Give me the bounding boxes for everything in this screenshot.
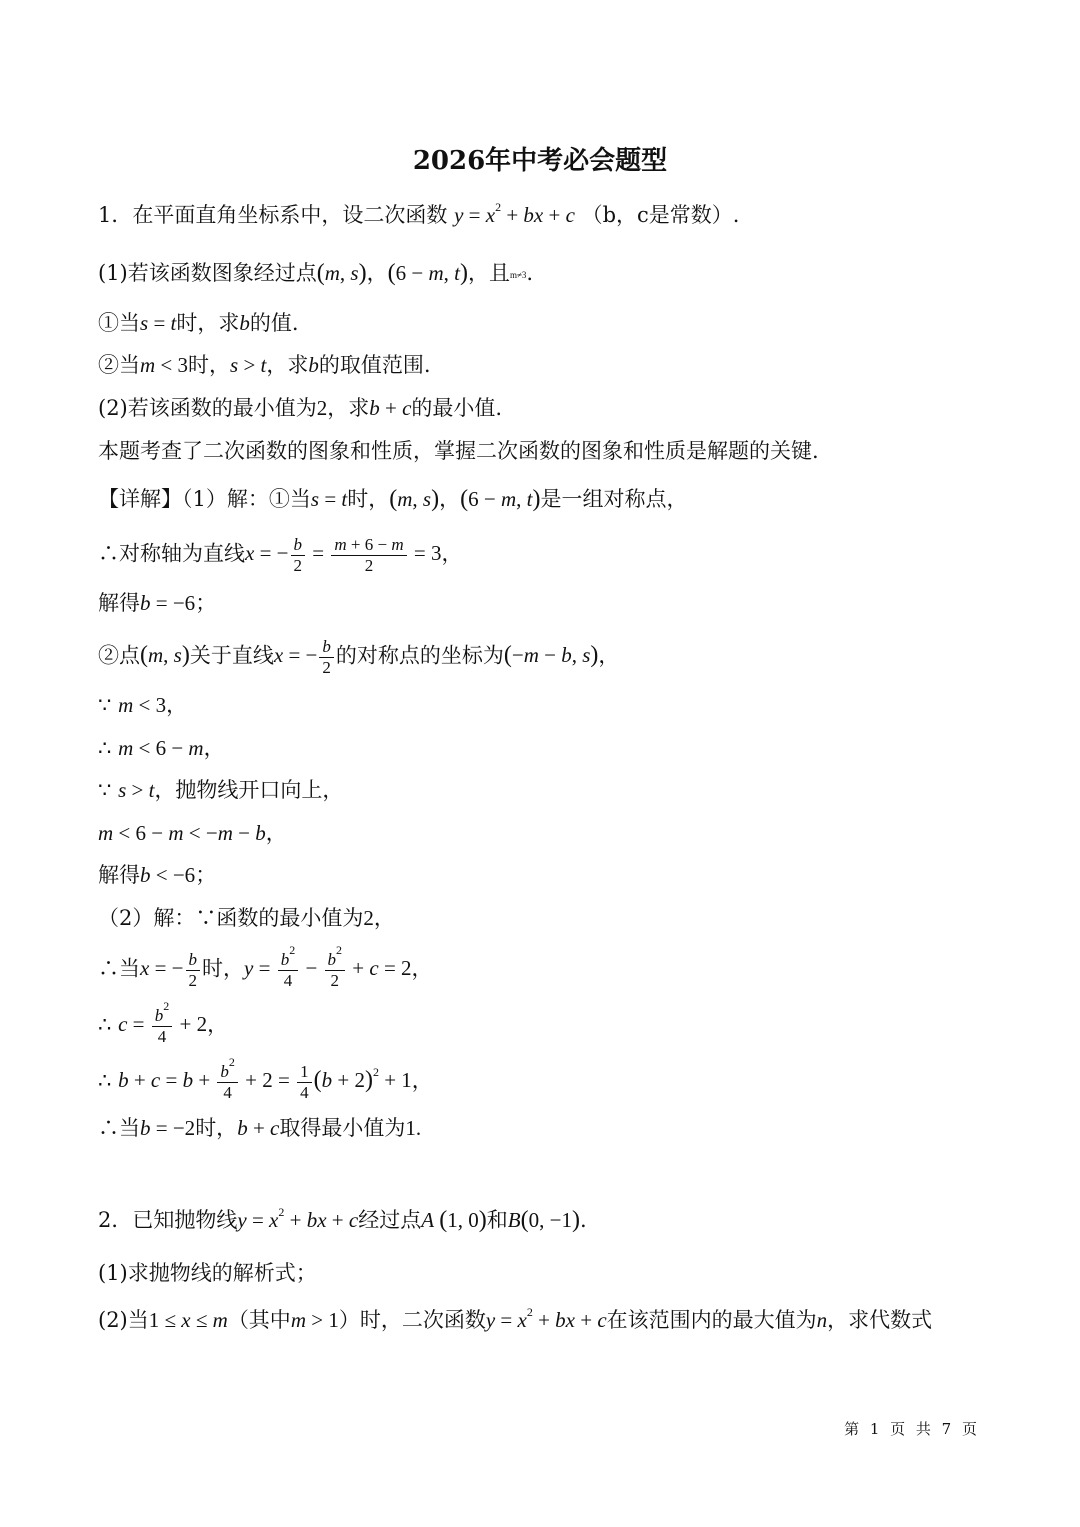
- page-footer: 第 1 页 共 7 页: [844, 1420, 980, 1438]
- q1-final-when: ∴当: [98, 1116, 140, 1140]
- q2-number: 2．: [98, 1208, 133, 1232]
- q1-because2: ∵ s > t，抛物线开口向上，: [98, 778, 344, 802]
- q1-sym-a: ②点: [98, 643, 140, 668]
- q1-detail-head-a: 【详解】（1）解：①当: [98, 487, 311, 511]
- q1-final-val: 1.: [405, 1116, 422, 1140]
- q1-because1: ∵ m < 3，: [98, 693, 188, 717]
- q1-sub1-b: 时，求: [176, 311, 240, 335]
- therefore-symbol: ∴: [98, 736, 112, 760]
- q1-sub1-a: ①当: [98, 311, 140, 335]
- q1-shi: 时，: [202, 956, 245, 981]
- q1-when-line: ∴当x = − $\frac{b}{2}$ 时，y = $\frac{b^2}{4}$ − $\frac{b^2}{2}$ + c = 2，: [98, 943, 433, 990]
- q1-stem: 1．在平面直角坐标系中，设二次函数 $y = x^2$ + bx + c （b，c是常数）.: [98, 200, 740, 227]
- q1-analysis: 本题考查了二次函数的图象和性质，掌握二次函数的图象和性质是解题的关键.: [98, 439, 819, 463]
- q1-sym-c: 的对称点的坐标为: [335, 643, 504, 668]
- q1-sym-line: ②点(m, s)关于直线x = − $\frac{b}{2}$ 的对称点的坐标为(−m − b, s)，: [98, 637, 620, 677]
- q1-part2-val: 2: [316, 396, 328, 420]
- q1-detail-b: 是一组对称点，: [540, 487, 688, 511]
- q1-solve1-label: 解得: [98, 591, 140, 615]
- q2-stem-b: 经过点: [358, 1208, 422, 1232]
- q1-final-shi: 时，: [195, 1116, 238, 1140]
- q1-part2: (2)若该函数的最小值为2，求b + c的最小值.: [98, 396, 503, 420]
- q1-sub2-b: 时，: [188, 353, 231, 377]
- q1-inequality: m < 6 − m < −m − b，: [98, 821, 287, 845]
- q1-sub2: ②当m < 3时，s > t，求b的取值范围.: [98, 353, 431, 377]
- therefore-symbol: ∴: [98, 1012, 112, 1037]
- q1-up-text: ，抛物线开口向上，: [154, 778, 344, 802]
- q1-final-text: 取得最小值为: [279, 1116, 406, 1140]
- q1-when: ∴当: [98, 956, 140, 981]
- q2-part2: (2)当1 ≤ x ≤ m（其中m > 1）时，二次函数$y = x^2$ + bx + c在该范围内的最大值为n，求代数式: [98, 1305, 933, 1332]
- q1-number: 1．: [98, 203, 133, 227]
- q1-part1-and: ，且: [467, 261, 510, 285]
- q1-stem-text-b: （b，c是常数）.: [581, 203, 740, 227]
- q1-part2-c: 的最小值.: [411, 396, 503, 420]
- q1-detail-a: 时，: [347, 487, 390, 511]
- q1-sub2-d: 的取值范围.: [318, 353, 431, 377]
- q1-bc-line: ∴ b + c = b + $\frac{b^2}{4}$ + 2 = $\frac{1}{4}$ $(b + 2)^2 + 1$，: [98, 1055, 433, 1102]
- q1-part1: (1)若该函数图象经过点(m, s)，(6 − m, t)，且m≠3.: [98, 260, 534, 286]
- q1-solve2-label: 解得: [98, 863, 140, 887]
- q1-therefore1: ∴ m < 6 − m，: [98, 736, 225, 760]
- q2-and: 和: [486, 1208, 508, 1232]
- therefore-symbol: ∴: [98, 1068, 112, 1093]
- q1-sub2-c: ，求: [266, 353, 309, 377]
- page-title: 2026年中考必会题型: [412, 146, 668, 176]
- q1-c-line: ∴ c = $\frac{b^2}{4}$ + 2，: [98, 999, 229, 1046]
- q1-part2-sol-a: （2）解：∵函数的最小值为: [98, 906, 364, 930]
- q1-sub2-a: ②当: [98, 353, 140, 377]
- q1-axis-a: ∴对称轴为直线: [98, 541, 245, 566]
- q1-final: ∴当b = −2时，b + c取得最小值为1.: [98, 1116, 422, 1140]
- q1-part2-b: ，求: [327, 396, 370, 420]
- q1-sub1: ①当s = t时，求b的值.: [98, 311, 299, 335]
- q1-part1-condition: m≠3: [509, 270, 527, 281]
- q2-p2-c: ）时，二次函数: [338, 1308, 486, 1332]
- q2-stem-a: 已知抛物线: [132, 1208, 238, 1232]
- q2-p2-a: (2)当: [98, 1308, 149, 1332]
- q1-sub1-c: 的值.: [249, 311, 299, 335]
- q1-detail-head: 【详解】（1）解：①当s = t时，(m, s)，(6 − m, t)是一组对称点，: [98, 486, 688, 512]
- q1-solve2: 解得b < −6；: [98, 863, 217, 887]
- q1-stem-text-a: 在平面直角坐标系中，设二次函数: [132, 203, 448, 227]
- q1-part2-solution: （2）解：∵函数的最小值为2，: [98, 906, 395, 930]
- q2-stem: 2．已知抛物线$y = x^2$ + bx + c经过点A (1, 0)和B(0, −1).: [98, 1205, 587, 1233]
- q1-part1-text: (1)若该函数图象经过点: [98, 261, 317, 285]
- q1-solve1: 解得b = −6；: [98, 591, 217, 615]
- q2-part1: (1)求抛物线的解析式；: [98, 1261, 317, 1285]
- because-symbol: ∵: [98, 693, 112, 717]
- q2-p2-b: （其中: [227, 1308, 291, 1332]
- q1-part2-a: (2)若该函数的最小值为: [98, 396, 317, 420]
- q1-sym-b: 关于直线: [189, 643, 274, 668]
- q2-p2-d: 在该范围内的最大值为: [606, 1308, 817, 1332]
- because-symbol: ∵: [98, 778, 112, 802]
- q1-axis-line: ∴对称轴为直线x = − $\frac{b}{2}$ = $\frac{m + 6 - m}{2}$ = 3，: [98, 535, 463, 575]
- q2-p2-e: ，求代数式: [827, 1308, 933, 1332]
